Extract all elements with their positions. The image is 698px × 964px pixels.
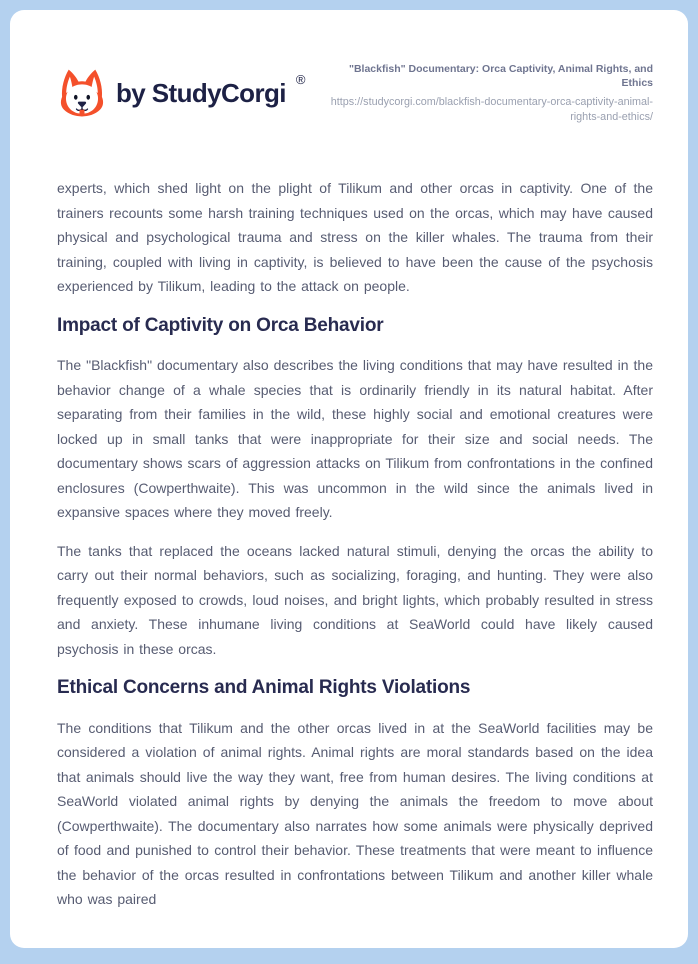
studycorgi-brand <box>57 65 305 121</box>
registered-trademark-icon: ® <box>295 72 306 87</box>
paragraph: The "Blackfish" documentary also describes the living conditions that may have resulted in the behavior change of a whale species that is ordinarily friendly in its natural habitat. After separating from their families in the wild, these highly social and emotional creatures were locked up in small tanks that were inappropriate for their size and social needs. The documentary shows scars of aggression attacks on Tilikum from confrontations in the confined enclosures (Cowperthwaite). This was uncommon in the wild since the animals lived in expansive spaces where they moved freely. <box>57 357 653 521</box>
paragraph-continuation: experts, which shed light on the plight of Tilikum and other orcas in captivity. One of the trainers recounts some harsh training techniques used on the orcas, which may have caused physical and psychological trauma and stress on the killer whales. The trauma from their training, coupled with living in captivity, is believed to have been the cause of the psychosis experienced by Tilikum, leading to the attack on people. <box>57 180 653 294</box>
document-body <box>57 176 653 912</box>
paragraph: The conditions that Tilikum and the other orcas lived in at the SeaWorld facilities may be considered a violation of animal rights. Animal rights are moral standards based on the idea that animals should live the way they want, free from human desires. The living conditions at SeaWorld violated animal rights by denying the animals the freedom to move about (Cowperthwaite). The documentary also narrates how some animals were physically deprived of food and punished to control their behavior. These treatments that were meant to influence the behavior of the orcas resulted in confrontations between Tilikum and another killer whale who was paired <box>57 719 653 908</box>
document-meta <box>323 62 653 125</box>
corgi-logo-icon <box>57 65 107 121</box>
paragraph: The tanks that replaced the oceans lacked natural stimuli, denying the orcas the ability to carry out their normal behaviors, such as socializing, foraging, and hunting. They were also frequently exposed to crowds, loud noises, and bright lights, which probably resulted in stress and anxiety. These inhumane living conditions at SeaWorld could have likely caused psychosis in these orcas. <box>57 542 653 657</box>
section-heading-impact-of-captivity: Impact of Captivity on Orca Behavior <box>57 314 384 336</box>
document-url-link[interactable]: https://studycorgi.com/blackfish-documentary-orca-captivity-animal-rights-and-ethics/ <box>330 96 653 123</box>
brand-name: by StudyCorgi <box>116 77 286 108</box>
document-page-card <box>10 10 688 948</box>
document-header <box>57 60 653 126</box>
section-heading-ethical-concerns: Ethical Concerns and Animal Rights Violations <box>57 677 471 699</box>
document-title: "Blackfish" Documentary: Orca Captivity, Animal Rights, and Ethics <box>348 62 653 90</box>
